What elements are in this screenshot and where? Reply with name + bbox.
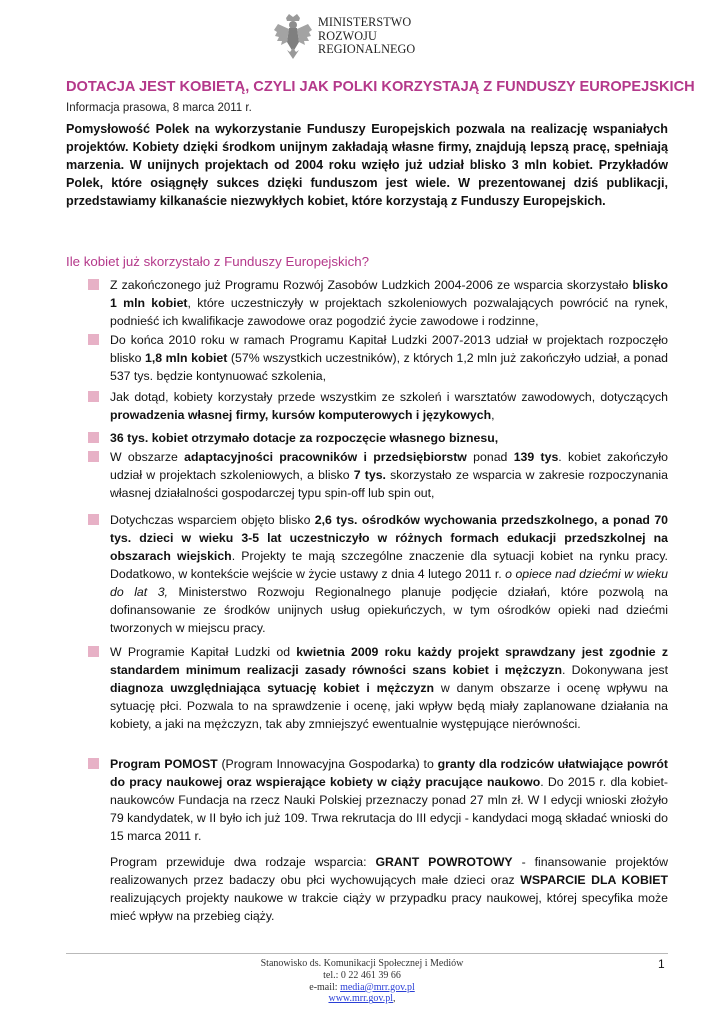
bullet-square-icon — [88, 646, 99, 657]
footer-divider — [66, 953, 668, 954]
item-bold: prowadzenia własnej firmy, kursów komputerowych i językowych — [110, 408, 492, 422]
footer-email-label: e-mail: — [309, 981, 341, 993]
item-bold: blisko 1 mln kobiet — [110, 278, 668, 310]
item-bold: adaptacyjności pracowników i przedsiębiorstw — [184, 450, 467, 464]
list-item — [110, 429, 668, 447]
ministry-line-2: ROZWOJU — [318, 28, 377, 43]
ministry-line-1: MINISTERSTWO — [318, 15, 412, 29]
page-number: 1 — [658, 957, 665, 971]
item-text: ponad — [466, 450, 514, 464]
item-text: Dotychczas wsparciem objęto blisko — [110, 513, 315, 527]
item-bold: WSPARCIE DLA KOBIET — [520, 873, 668, 887]
item-bold: 2,6 tys. ośrodków wychowania przedszkolnego, a ponad 70 tys. dzieci w wieku 3-5 lat uczestniczyło w różnych formach edukacji przedszkolnej na obszarach wiejskich — [110, 513, 668, 563]
item-text: . Do 2015 r. dla kobiet-naukowców Fundacja na rzecz Nauki Polskiej przeznaczy ponad 27 mln zł. W I edycji wnioski złożyło 79 kandydatek, w II było ich już 109. Trwa rekrutacja do III edycji - kandydaci mogą składać wnioski do 15 marca 2011 r. — [110, 775, 668, 843]
item-text: Program przewiduje dwa rodzaje wsparcia: — [110, 855, 376, 869]
footer-phone: tel.: 0 22 461 39 66 — [323, 969, 401, 981]
footer-office: Stanowisko ds. Komunikacji Społecznej i Mediów — [260, 958, 464, 969]
item-text: skorzystało ze wsparcia w zakresie rozpoczynania własnej działalności gospodarczej typu spin-off lub spin out, — [110, 468, 668, 500]
footer-website-suffix: , — [393, 993, 396, 1005]
item-bold: granty dla rodziców ułatwiające powrót do pracy naukowej oraz wspierające kobiety w ciąży pracujące naukowo — [110, 757, 668, 789]
list-item — [110, 331, 668, 385]
press-release-date: Informacja prasowa, 8 marca 2011 r. — [66, 102, 252, 114]
item-bold: 7 tys. — [353, 468, 386, 482]
ministry-name — [318, 16, 415, 57]
list-item — [110, 388, 668, 424]
item-text: realizujących projekty naukowe w trakcie ciąży w przypadku pracy naukowej, której specyfika może mieć wpływ na przebieg ciąży. — [110, 891, 668, 923]
item-italic: o opiece nad dziećmi w wieku do lat 3, — [110, 567, 668, 599]
item-bold: GRANT POWROTOWY — [375, 855, 513, 869]
item-bold: diagnoza uwzględniająca sytuację kobiet i mężczyzn — [110, 681, 435, 695]
bullet-square-icon — [88, 432, 99, 443]
item-text: . kobiet zakończyło udział w projektach szkoleniowych, a blisko — [110, 450, 668, 482]
bullet-square-icon — [88, 514, 99, 525]
email-link[interactable]: media@mrr.gov.pl — [340, 981, 415, 993]
item-bold: 1,8 mln kobiet — [145, 351, 228, 365]
eagle-emblem-icon — [272, 12, 314, 60]
list-item — [110, 511, 668, 637]
bullet-square-icon — [88, 758, 99, 769]
item-text: w danym obszarze i ocenę wpływu na sytuację płci. Pozwala to na sprawdzenie i ocenę, jaki wpływ będą miały zaplanowane działania na kobiety, a jaki na mężczyzn, tak aby zmniejszyć ewentualnie występujące nierówności. — [110, 681, 669, 731]
item-bold: 139 tys — [513, 450, 559, 464]
list-item — [110, 755, 668, 845]
bullet-square-icon — [88, 451, 99, 462]
item-text: - finansowanie projektów realizowanych przez badaczy obu płci wychowujących małe dzieci oraz — [110, 855, 668, 887]
website-link[interactable]: www.mrr.gov.pl — [328, 993, 394, 1005]
item-text: . Dokonywana jest — [561, 663, 668, 677]
item-text: (Program Innowacyjna Gospodarka) to — [217, 757, 438, 771]
item-text: . Projekty te mają szczególne znaczenie dla sytuacji kobiet na rynku pracy. Dodatkowo, w kontekście wejście w życie ustawy z dnia 4 lutego 2011 r. — [110, 549, 668, 581]
footer-website-line — [0, 993, 724, 1005]
section-heading: Ile kobiet już skorzystało z Funduszy Europejskich? — [66, 254, 370, 269]
footer-contact — [0, 958, 724, 1005]
lead-paragraph: Pomysłowość Polek na wykorzystanie Funduszy Europejskich pozwala na realizację wspaniałych projektów. Kobiety dzięki środkom unijnym zakładają własne firmy, znajdują lepszą pracę, spełniają marzenia. W unijnych projektach od 2004 roku wzięło już udział blisko 3 mln kobiet. Przykładów Polek, które osiągnęły sukces dzięki funduszom jest wiele. W prezentowanej dziś publikacji, przedstawiamy kilkanaście niezwykłych kobiet, które korzystają z Funduszy Europejskich. — [66, 122, 668, 208]
item-text: , które uczestniczyły w projektach szkoleniowych pozwalających powrócić na rynek, podnieść ich kwalifikacje zawodowe oraz pogodzić życie zawodowe i rodzinne, — [110, 296, 669, 328]
footer-email-line — [0, 982, 724, 994]
page-title: DOTACJA JEST KOBIETĄ, CZYLI JAK POLKI KORZYSTAJĄ Z FUNDUSZY EUROPEJSKICH — [66, 79, 695, 95]
item-text: Ministerstwo Rozwoju Regionalnego planuje podjęcie działań, które pozwolą na dofinansowanie ze środków unijnych usług opiekuńczych, w tym ośrodków opieki nad dziećmi tworzonych w miejscu pracy. — [110, 585, 668, 635]
item-bold: 36 tys. kobiet otrzymało dotacje za rozpoczęcie własnego biznesu, — [110, 431, 499, 445]
bullet-square-icon — [88, 279, 99, 290]
bullet-square-icon — [88, 334, 99, 345]
list-item — [110, 276, 668, 330]
item-text: W Programie Kapitał Ludzki od — [110, 645, 297, 659]
bullet-square-icon — [88, 391, 99, 402]
program-paragraph — [110, 853, 668, 925]
item-text: Z zakończonego już Programu Rozwój Zasobów Ludzkich 2004-2006 ze wsparcia skorzystało — [110, 278, 633, 292]
item-text: , — [491, 408, 495, 422]
list-item — [110, 448, 668, 502]
item-text: W obszarze — [110, 450, 185, 464]
ministry-line-3: REGIONALNEGO — [318, 42, 416, 56]
list-item — [110, 643, 668, 733]
item-bold: kwietnia 2009 roku każdy projekt sprawdzany jest zgodnie z standardem minimum realizacji zasady równości szans kobiet i mężczyzn — [110, 645, 668, 677]
item-text: Jak dotąd, kobiety korzystały przede wszystkim ze szkoleń i warsztatów zawodowych, dotyczących — [110, 390, 668, 404]
ministry-header — [272, 12, 472, 62]
item-text: (57% wszystkich uczestników), z których 1,2 mln już zakończyło udział, a ponad 537 tys. będzie kontynuować szkolenia, — [110, 351, 668, 383]
item-text: Do końca 2010 roku w ramach Programu Kapitał Ludzki 2007-2013 udział w projektach rozpoczęło blisko — [110, 333, 668, 365]
item-bold: Program POMOST — [110, 757, 218, 771]
